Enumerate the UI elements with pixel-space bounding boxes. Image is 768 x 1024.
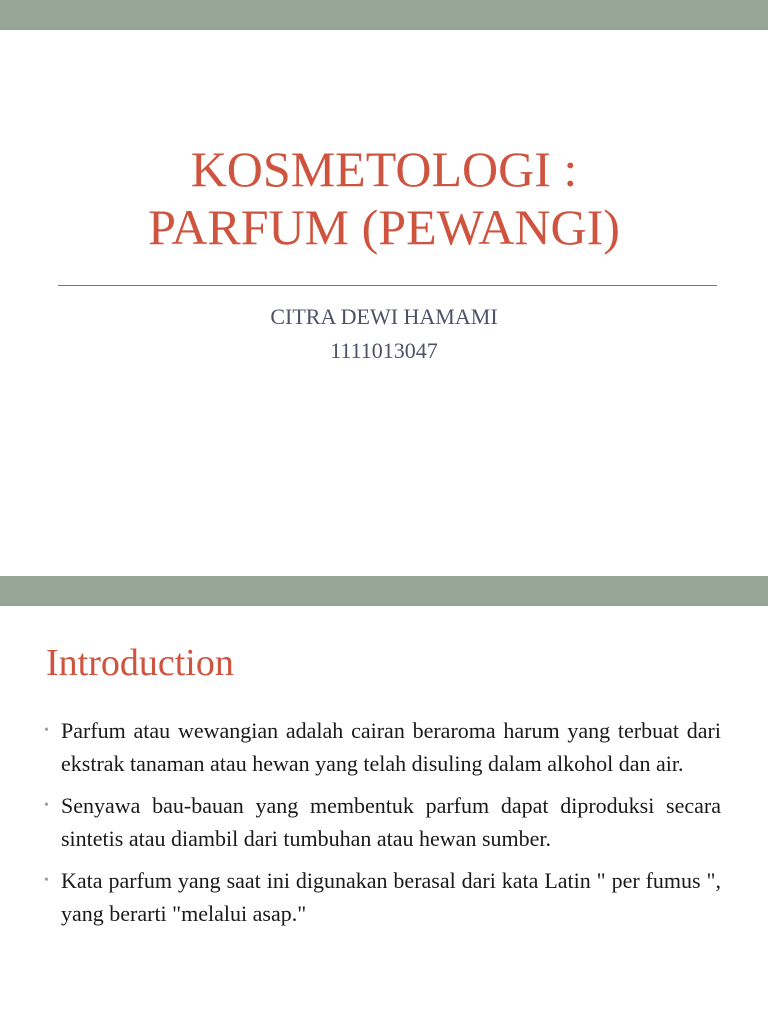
bullet-text: Senyawa bau-bauan yang membentuk parfum dapat diproduksi secara sintetis atau diambil dari tumbuhan atau hewan sumber. (61, 793, 721, 851)
list-item (44, 714, 721, 780)
bullet-list (44, 714, 721, 939)
slide2-top-band (0, 576, 768, 606)
title-divider (58, 285, 717, 286)
list-item (44, 864, 721, 930)
bullet-dot-icon: • (44, 873, 49, 888)
bullet-text: Kata parfum yang saat ini digunakan berasal dari kata Latin " per fumus ", yang berarti "melalui asap." (61, 868, 721, 926)
slide1-title-line-1: KOSMETOLOGI : (190, 141, 578, 197)
author-name: CITRA DEWI HAMAMI (270, 304, 498, 329)
slide2-title: Introduction (46, 642, 234, 684)
slide1-subtitle (0, 300, 768, 368)
slide1-top-band (0, 0, 768, 30)
student-id: 1111013047 (330, 338, 438, 363)
slide1-title-line-2: PARFUM (PEWANGI) (148, 199, 620, 255)
slide1-title (0, 140, 768, 256)
bullet-text: Parfum atau wewangian adalah cairan beraroma harum yang terbuat dari ekstrak tanaman atau hewan yang telah disuling dalam alkohol dan air. (61, 718, 721, 776)
bullet-dot-icon: • (44, 723, 49, 738)
list-item (44, 789, 721, 855)
bullet-dot-icon: • (44, 798, 49, 813)
